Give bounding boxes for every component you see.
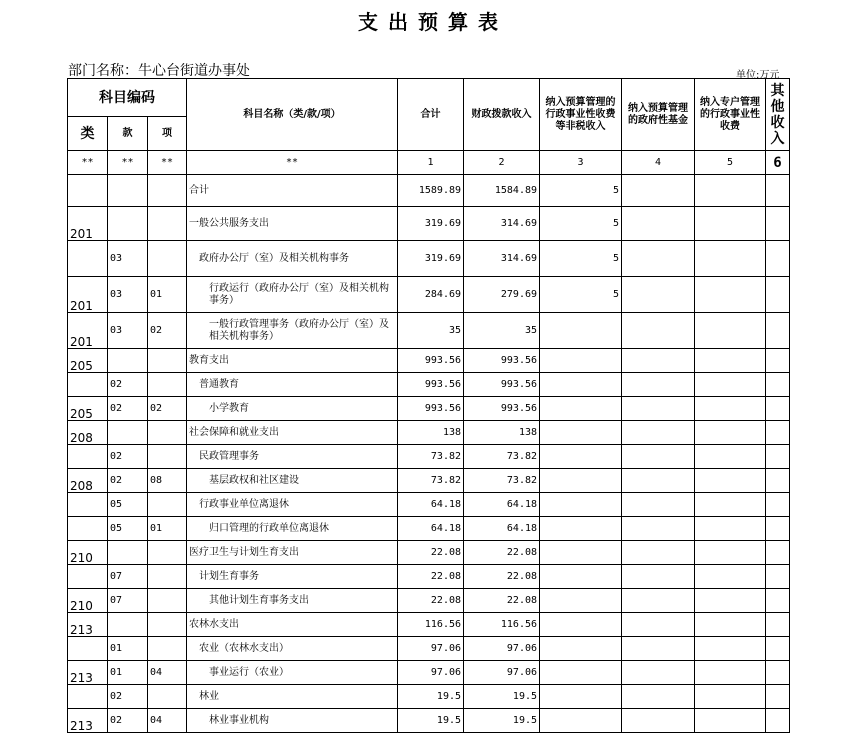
row-lei-code — [68, 685, 108, 709]
index-cell: 3 — [540, 151, 622, 175]
row-subject-name: 一般行政管理事务（政府办公厅（室）及相关机构事务） — [187, 313, 398, 349]
row-kuan-code: 02 — [108, 373, 148, 397]
row-subject-name: 政府办公厅（室）及相关机构事务 — [187, 241, 398, 277]
row-fiscal: 993.56 — [464, 349, 540, 373]
table-row — [68, 517, 790, 541]
row-col3 — [540, 613, 622, 637]
row-total: 64.18 — [398, 517, 464, 541]
row-col6 — [766, 469, 790, 493]
row-col5 — [695, 541, 766, 565]
row-kuan-code: 03 — [108, 241, 148, 277]
row-kuan-code: 05 — [108, 493, 148, 517]
row-col4 — [622, 469, 695, 493]
table-row — [68, 541, 790, 565]
table-row — [68, 277, 790, 313]
row-xiang-code — [148, 613, 187, 637]
row-xiang-code — [148, 565, 187, 589]
row-col6 — [766, 637, 790, 661]
header-fiscal: 财政拨款收入 — [464, 79, 540, 151]
row-lei-code: 213 — [68, 709, 108, 733]
index-cell: 6 — [766, 151, 790, 175]
row-xiang-code: 08 — [148, 469, 187, 493]
row-col5 — [695, 313, 766, 349]
row-col4 — [622, 277, 695, 313]
row-col3 — [540, 373, 622, 397]
row-subject-name: 农业（农林水支出） — [187, 637, 398, 661]
row-lei-code — [68, 175, 108, 207]
row-kuan-code: 03 — [108, 277, 148, 313]
table-row — [68, 373, 790, 397]
row-fiscal: 64.18 — [464, 517, 540, 541]
row-col6 — [766, 397, 790, 421]
row-col3 — [540, 493, 622, 517]
row-col4 — [622, 565, 695, 589]
row-col4 — [622, 445, 695, 469]
row-col6 — [766, 373, 790, 397]
table-row — [68, 661, 790, 685]
row-xiang-code — [148, 541, 187, 565]
header-subject-name: 科目名称（类/款/项） — [187, 79, 398, 151]
row-col3 — [540, 589, 622, 613]
row-col6 — [766, 241, 790, 277]
row-col6 — [766, 685, 790, 709]
row-col5 — [695, 421, 766, 445]
row-fiscal: 73.82 — [464, 469, 540, 493]
row-kuan-code: 01 — [108, 637, 148, 661]
row-col5 — [695, 373, 766, 397]
table-row — [68, 493, 790, 517]
row-xiang-code — [148, 445, 187, 469]
row-col5 — [695, 397, 766, 421]
row-col4 — [622, 637, 695, 661]
row-col4 — [622, 397, 695, 421]
row-subject-name: 普通教育 — [187, 373, 398, 397]
row-kuan-code — [108, 207, 148, 241]
row-col6 — [766, 313, 790, 349]
table-row — [68, 241, 790, 277]
row-xiang-code: 01 — [148, 517, 187, 541]
row-col6 — [766, 493, 790, 517]
row-lei-code — [68, 373, 108, 397]
row-kuan-code: 02 — [108, 397, 148, 421]
row-lei-code: 210 — [68, 589, 108, 613]
row-col6 — [766, 709, 790, 733]
row-lei-code — [68, 445, 108, 469]
row-xiang-code — [148, 241, 187, 277]
row-col3 — [540, 709, 622, 733]
row-col4 — [622, 175, 695, 207]
row-xiang-code: 02 — [148, 313, 187, 349]
row-total: 97.06 — [398, 661, 464, 685]
row-kuan-code: 07 — [108, 565, 148, 589]
row-fiscal: 22.08 — [464, 541, 540, 565]
row-lei-code — [68, 637, 108, 661]
row-lei-code — [68, 493, 108, 517]
row-xiang-code — [148, 685, 187, 709]
table-row — [68, 469, 790, 493]
row-col3 — [540, 313, 622, 349]
row-fiscal: 138 — [464, 421, 540, 445]
row-subject-name: 小学教育 — [187, 397, 398, 421]
row-total: 19.5 — [398, 709, 464, 733]
row-lei-code: 201 — [68, 277, 108, 313]
row-total: 993.56 — [398, 349, 464, 373]
row-col3: 5 — [540, 241, 622, 277]
row-total: 73.82 — [398, 445, 464, 469]
table-body — [68, 175, 790, 733]
row-col3 — [540, 637, 622, 661]
row-col6 — [766, 445, 790, 469]
row-lei-code: 208 — [68, 469, 108, 493]
row-subject-name: 行政事业单位离退休 — [187, 493, 398, 517]
row-col6 — [766, 541, 790, 565]
row-fiscal: 993.56 — [464, 397, 540, 421]
row-lei-code: 213 — [68, 613, 108, 637]
row-col4 — [622, 541, 695, 565]
row-total: 22.08 — [398, 589, 464, 613]
row-col6 — [766, 277, 790, 313]
row-total: 116.56 — [398, 613, 464, 637]
row-total: 284.69 — [398, 277, 464, 313]
row-kuan-code — [108, 349, 148, 373]
row-col3 — [540, 349, 622, 373]
row-lei-code: 201 — [68, 313, 108, 349]
row-col4 — [622, 517, 695, 541]
row-col6 — [766, 421, 790, 445]
row-fiscal: 22.08 — [464, 565, 540, 589]
row-subject-name: 林业 — [187, 685, 398, 709]
row-col6 — [766, 517, 790, 541]
table-row — [68, 349, 790, 373]
row-subject-name: 其他计划生育事务支出 — [187, 589, 398, 613]
row-col5 — [695, 469, 766, 493]
index-row — [68, 151, 790, 175]
row-subject-name: 行政运行（政府办公厅（室）及相关机构事务） — [187, 277, 398, 313]
row-col4 — [622, 349, 695, 373]
row-subject-name: 一般公共服务支出 — [187, 207, 398, 241]
row-col3 — [540, 421, 622, 445]
row-xiang-code — [148, 493, 187, 517]
row-col5 — [695, 685, 766, 709]
row-total: 993.56 — [398, 373, 464, 397]
row-xiang-code: 04 — [148, 661, 187, 685]
row-col6 — [766, 565, 790, 589]
row-xiang-code: 04 — [148, 709, 187, 733]
row-subject-name: 社会保障和就业支出 — [187, 421, 398, 445]
index-cell: ** — [148, 151, 187, 175]
row-col6 — [766, 175, 790, 207]
row-subject-name: 农林水支出 — [187, 613, 398, 637]
row-fiscal: 64.18 — [464, 493, 540, 517]
header-lei: 类 — [68, 117, 108, 151]
row-col4 — [622, 313, 695, 349]
row-xiang-code — [148, 637, 187, 661]
row-xiang-code — [148, 175, 187, 207]
row-total: 64.18 — [398, 493, 464, 517]
row-col5 — [695, 207, 766, 241]
budget-table — [67, 78, 790, 733]
row-total: 97.06 — [398, 637, 464, 661]
row-col4 — [622, 493, 695, 517]
row-col4 — [622, 241, 695, 277]
row-fiscal: 97.06 — [464, 637, 540, 661]
row-kuan-code: 02 — [108, 469, 148, 493]
row-col5 — [695, 517, 766, 541]
page-title: 支出预算表 — [358, 10, 508, 34]
row-col5 — [695, 613, 766, 637]
table-row — [68, 565, 790, 589]
row-col5 — [695, 241, 766, 277]
row-col5 — [695, 589, 766, 613]
row-col5 — [695, 349, 766, 373]
table-row — [68, 421, 790, 445]
row-kuan-code: 02 — [108, 445, 148, 469]
row-col6 — [766, 207, 790, 241]
row-xiang-code: 01 — [148, 277, 187, 313]
row-col5 — [695, 709, 766, 733]
row-lei-code — [68, 241, 108, 277]
row-lei-code: 201 — [68, 207, 108, 241]
row-col3 — [540, 565, 622, 589]
row-col3 — [540, 541, 622, 565]
row-kuan-code: 02 — [108, 685, 148, 709]
header-xiang: 项 — [148, 117, 187, 151]
row-kuan-code: 01 — [108, 661, 148, 685]
row-subject-name: 教育支出 — [187, 349, 398, 373]
table-row — [68, 313, 790, 349]
row-col4 — [622, 709, 695, 733]
row-fiscal: 314.69 — [464, 241, 540, 277]
row-xiang-code — [148, 589, 187, 613]
row-col5 — [695, 277, 766, 313]
row-lei-code: 213 — [68, 661, 108, 685]
row-xiang-code — [148, 421, 187, 445]
row-col3: 5 — [540, 175, 622, 207]
row-kuan-code — [108, 175, 148, 207]
row-col6 — [766, 589, 790, 613]
table-row — [68, 637, 790, 661]
header-col6: 其他收入 — [766, 79, 790, 151]
row-fiscal: 314.69 — [464, 207, 540, 241]
row-total: 138 — [398, 421, 464, 445]
index-cell: 1 — [398, 151, 464, 175]
row-col4 — [622, 685, 695, 709]
row-fiscal: 1584.89 — [464, 175, 540, 207]
row-lei-code — [68, 565, 108, 589]
header-col4: 纳入预算管理的政府性基金 — [622, 79, 695, 151]
row-kuan-code: 07 — [108, 589, 148, 613]
table-header — [68, 79, 790, 175]
table-row — [68, 613, 790, 637]
row-lei-code: 210 — [68, 541, 108, 565]
row-col5 — [695, 445, 766, 469]
table-row — [68, 445, 790, 469]
row-col3 — [540, 517, 622, 541]
index-cell: ** — [68, 151, 108, 175]
row-col6 — [766, 613, 790, 637]
row-lei-code: 205 — [68, 397, 108, 421]
row-col4 — [622, 589, 695, 613]
row-col5 — [695, 661, 766, 685]
row-col5 — [695, 175, 766, 207]
row-col4 — [622, 207, 695, 241]
row-fiscal: 279.69 — [464, 277, 540, 313]
row-total: 19.5 — [398, 685, 464, 709]
row-col4 — [622, 421, 695, 445]
row-xiang-code: 02 — [148, 397, 187, 421]
row-subject-name: 医疗卫生与计划生育支出 — [187, 541, 398, 565]
index-cell: 2 — [464, 151, 540, 175]
row-col3 — [540, 685, 622, 709]
row-col5 — [695, 565, 766, 589]
header-col3: 纳入预算管理的行政事业性收费等非税收入 — [540, 79, 622, 151]
row-col3: 5 — [540, 277, 622, 313]
row-fiscal: 73.82 — [464, 445, 540, 469]
row-subject-name: 林业事业机构 — [187, 709, 398, 733]
row-total: 319.69 — [398, 241, 464, 277]
row-subject-name: 合计 — [187, 175, 398, 207]
index-cell: 4 — [622, 151, 695, 175]
table-row — [68, 685, 790, 709]
row-col6 — [766, 661, 790, 685]
row-col4 — [622, 613, 695, 637]
header-kuan: 款 — [108, 117, 148, 151]
index-cell: 5 — [695, 151, 766, 175]
row-xiang-code — [148, 349, 187, 373]
unit-label: 单位:万元 — [736, 70, 780, 81]
row-total: 73.82 — [398, 469, 464, 493]
table-row — [68, 397, 790, 421]
row-fiscal: 19.5 — [464, 709, 540, 733]
row-col4 — [622, 661, 695, 685]
row-col3: 5 — [540, 207, 622, 241]
row-subject-name: 民政管理事务 — [187, 445, 398, 469]
row-col6 — [766, 349, 790, 373]
row-xiang-code — [148, 373, 187, 397]
row-total: 993.56 — [398, 397, 464, 421]
department-name: 部门名称：牛心台街道办事处 — [68, 63, 250, 79]
row-fiscal: 993.56 — [464, 373, 540, 397]
row-lei-code: 205 — [68, 349, 108, 373]
index-cell: ** — [108, 151, 148, 175]
row-kuan-code — [108, 421, 148, 445]
row-total: 1589.89 — [398, 175, 464, 207]
row-fiscal: 19.5 — [464, 685, 540, 709]
table-row — [68, 709, 790, 733]
table-row — [68, 207, 790, 241]
table-row — [68, 175, 790, 207]
row-fiscal: 97.06 — [464, 661, 540, 685]
row-fiscal: 35 — [464, 313, 540, 349]
row-kuan-code: 05 — [108, 517, 148, 541]
row-col3 — [540, 661, 622, 685]
row-kuan-code — [108, 541, 148, 565]
row-total: 35 — [398, 313, 464, 349]
row-fiscal: 22.08 — [464, 589, 540, 613]
row-lei-code: 208 — [68, 421, 108, 445]
row-col5 — [695, 493, 766, 517]
row-col4 — [622, 373, 695, 397]
row-fiscal: 116.56 — [464, 613, 540, 637]
row-col3 — [540, 397, 622, 421]
row-kuan-code: 02 — [108, 709, 148, 733]
table-row — [68, 589, 790, 613]
row-subject-name: 基层政权和社区建设 — [187, 469, 398, 493]
index-cell: ** — [187, 151, 398, 175]
row-col5 — [695, 637, 766, 661]
row-subject-name: 事业运行（农业） — [187, 661, 398, 685]
header-total: 合计 — [398, 79, 464, 151]
row-kuan-code — [108, 613, 148, 637]
row-col3 — [540, 469, 622, 493]
header-code-group: 科目编码 — [68, 79, 187, 117]
row-lei-code — [68, 517, 108, 541]
row-col3 — [540, 445, 622, 469]
header-col5: 纳入专户管理的行政事业性收费 — [695, 79, 766, 151]
row-total: 319.69 — [398, 207, 464, 241]
row-total: 22.08 — [398, 541, 464, 565]
row-subject-name: 计划生育事务 — [187, 565, 398, 589]
row-xiang-code — [148, 207, 187, 241]
row-subject-name: 归口管理的行政单位离退休 — [187, 517, 398, 541]
row-kuan-code: 03 — [108, 313, 148, 349]
row-total: 22.08 — [398, 565, 464, 589]
